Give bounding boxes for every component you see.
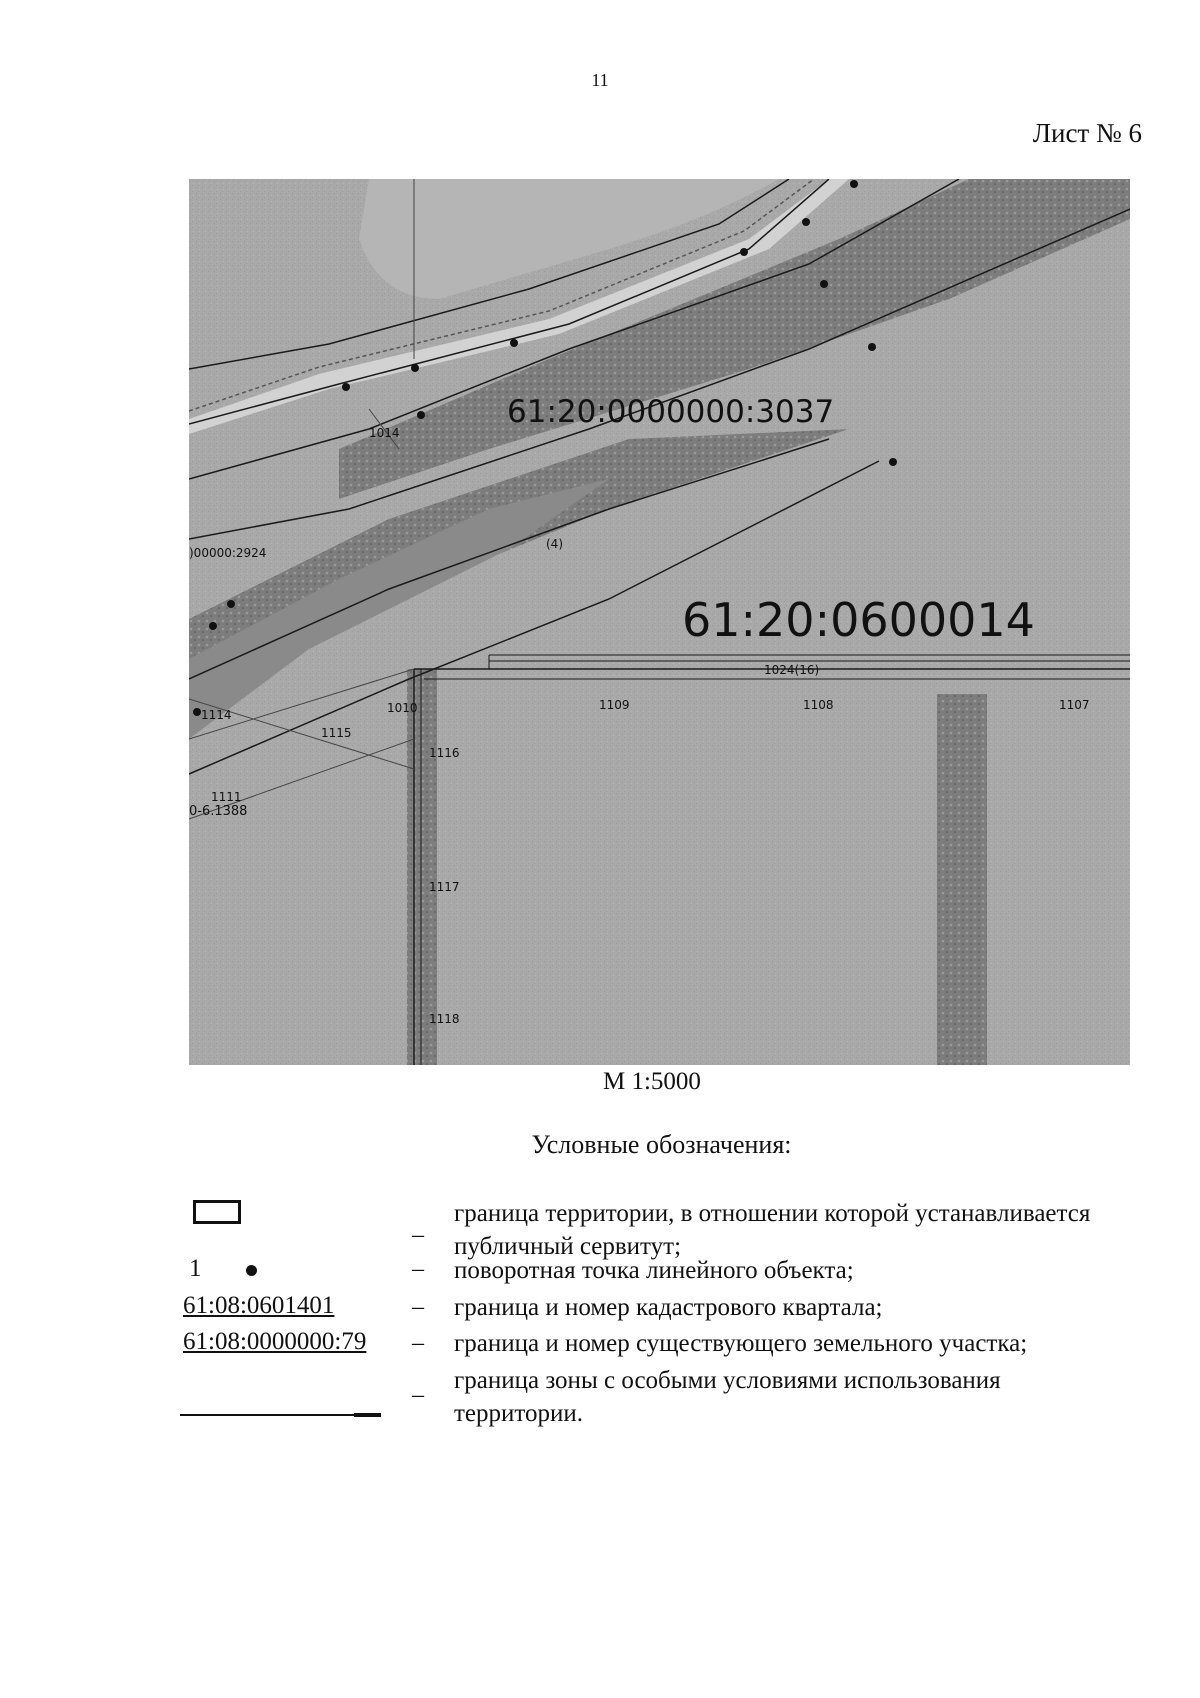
map-svg [189, 179, 1130, 1065]
point-label-1118: 1118 [429, 1012, 460, 1026]
legend-dash-1: – [412, 1222, 424, 1248]
turning-point-symbol [246, 1265, 257, 1276]
legend-dash-5: – [412, 1382, 424, 1408]
vegetation-strip-right [937, 694, 987, 1065]
parcel-label-left: )00000:2924 [189, 546, 267, 560]
vegetation-strip-left [407, 669, 437, 1065]
legend-symbol-4: 61:08:0000000:79 [183, 1328, 367, 1355]
legend-dash-3: – [412, 1294, 424, 1320]
point-label-1109: 1109 [599, 698, 630, 712]
parcel-label-main: 61:20:0000000:3037 [507, 394, 835, 430]
legend-text-2: поворотная точка линейного объекта; [454, 1257, 854, 1284]
legend-text-4: граница и номер существующего земельного участка; [454, 1330, 1028, 1357]
map-scale: М 1:5000 [603, 1068, 701, 1095]
point-label-1108: 1108 [803, 698, 834, 712]
legend-dash-2: – [412, 1256, 424, 1282]
legend-text-3: граница и номер кадастрового квартала; [454, 1294, 883, 1321]
sheet-label: Лист № 6 [1032, 118, 1142, 148]
point-label-1107: 1107 [1059, 698, 1090, 712]
zone-line-symbol-end [354, 1413, 381, 1417]
point-label-1114: 1114 [201, 708, 232, 722]
point-label-1117: 1117 [429, 880, 460, 894]
point-label-1010: 1010 [387, 701, 418, 715]
legend-text-5: граница зоны с особыми условиями использования территории. [454, 1367, 1001, 1427]
boundary-rect-symbol [193, 1200, 241, 1224]
legend-title: Условные обозначения: [531, 1130, 792, 1159]
point-label-1111: 1111 [211, 790, 242, 804]
quarter-label-main: 61:20:0600014 [682, 593, 1035, 647]
legend-text-1: граница территории, в отношении которой устанавливается публичный сервитут; [454, 1200, 1091, 1260]
zone-label-left: 0-6.1388 [189, 804, 248, 819]
zone-line-symbol [180, 1414, 380, 1416]
legend-dash-4: – [412, 1330, 424, 1356]
point-label-1115: 1115 [321, 726, 352, 740]
legend-symbol-3: 61:08:0601401 [183, 1292, 335, 1319]
part-label: (4) [546, 537, 563, 551]
map-image[interactable] [189, 179, 1130, 1065]
parcel-label-1024: 1024(16) [764, 663, 820, 677]
page-number: 11 [591, 70, 609, 90]
point-label-1116: 1116 [429, 746, 460, 760]
point-label-1014: 1014 [369, 426, 400, 440]
legend-symbol-2: 1 [189, 1255, 202, 1282]
